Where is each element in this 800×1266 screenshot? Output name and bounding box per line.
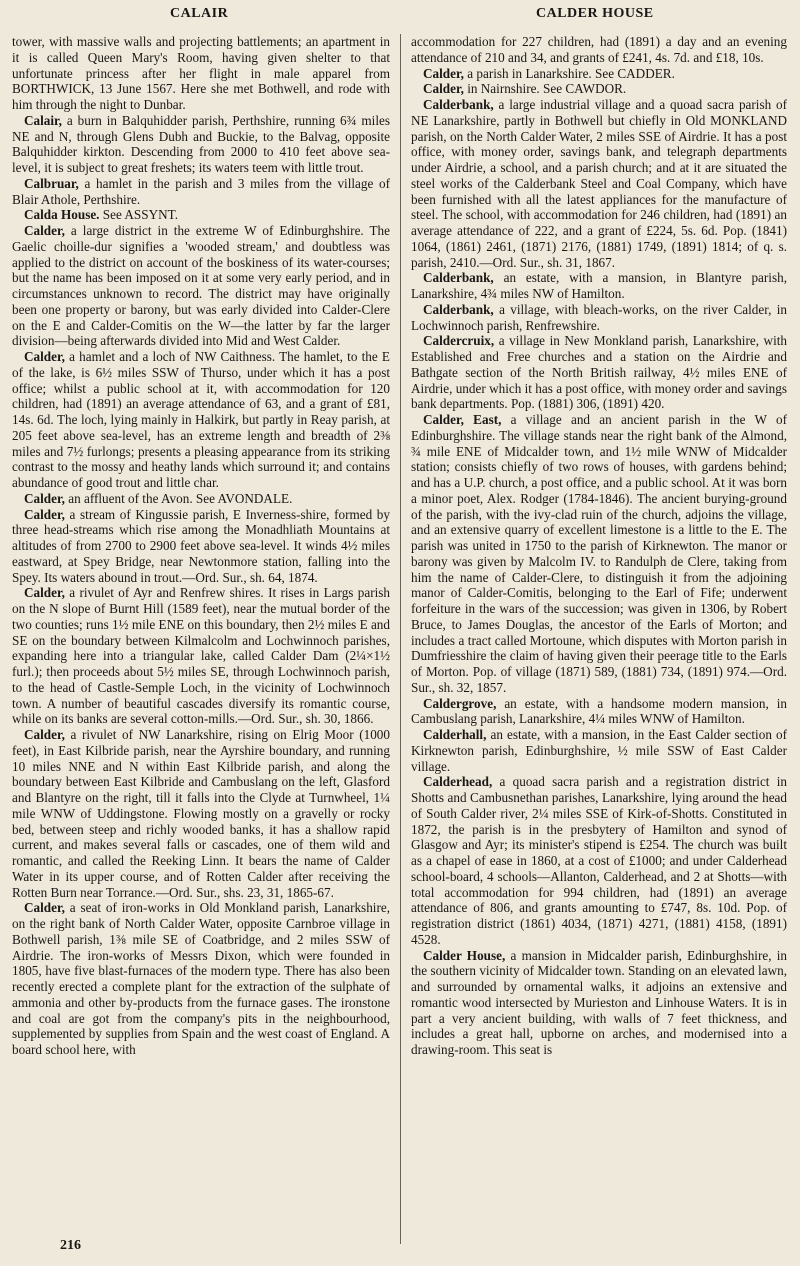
gazetteer-entry — [411, 412, 787, 696]
entry-text: an estate, with a mansion, in the East Calder section of Kirknewton parish, Edinburghshire, ½ mile SSW of East Calder village. — [411, 727, 787, 774]
entry-text: a hamlet in the parish and 3 miles from the village of Blair Athole, Perthshire. — [12, 175, 390, 207]
entry-headword: Calder, — [24, 585, 65, 601]
entry-text: a rivulet of NW Lanarkshire, rising on Elrig Moor (1000 feet), in East Kilbride parish, near the Ayrshire boundary, and running 10 miles NNE and N within East Kilbride parish, and along the boundary between East Kilbride and Cambuslang on the left, Glasford and Blantyre on the right, till it falls into the Clyde at Turnwheel, 1¼ mile WNW of Uddingstone. Flowing mostly on a gravelly or rocky bed, between steep and richly wooded banks, it has a shallow rapid current, and makes several falls or cascades, one of them wild and romantic, and called the Reeking Linn. It bears the name of Calder Water in its upper course, and of Rotten Calder after receiving the Rotten Burn near Torrance.—Ord. Sur., shs. 23, 31, 1865-67. — [12, 727, 390, 900]
gazetteer-entry — [411, 270, 787, 302]
entry-text: a quoad sacra parish and a registration district in Shotts and Cambusnethan parishes, Lanarkshire, lying around the head of South Calder river, 2¼ miles SSE of Kirk-of-Shotts. Constituted in 1872, the parish is in the presbytery of Hamilton and synod of Glasgow and Ayr; its minister's stipend is £254. The church was built as a chapel of ease in 1860, at a cost of £1000; and under Calderhead school-board, 4 schools—Allanton, Calderhead, and 2 at Shotts—with total accommodation for 994 children, had (1891) an average attendance of 806, and grants amounting to £747, 8s. 10d. Pop. of registration district (1861) 4034, (1871) 4271, (1881) 4158, (1891) 4528. — [411, 774, 787, 947]
gazetteer-entry — [12, 349, 390, 491]
entry-headword: Calder, — [24, 223, 65, 238]
entry-text: a burn in Balquhidder parish, Perthshire, running 6¾ miles NE and N, through Glens Dubh and Buckie, to the Balvag, opposite Balquhidder kirkton. Descending from 2000 to 410 feet above sea-level, it is subject to great freshets; its waters teem with little trout. — [12, 112, 390, 175]
entry-headword: Calderbank, — [423, 270, 494, 286]
gazetteer-entry — [411, 66, 787, 82]
entry-headword: Calderbank, — [423, 301, 494, 317]
entry-headword: Calderbank, — [423, 97, 494, 112]
gazetteer-entry — [411, 727, 787, 774]
entry-text: a large industrial village and a quoad sacra parish of NE Lanarkshire, partly in Bothwell but chiefly in Old MONKLAND parish, on the North Calder Water, 2 miles SSE of Airdrie. It has a post office, with money order, savings bank, and telegraph departments under Airdrie, a school, and a parish church; and at it are situated the steel works of the Calderbank Steel and Coal Company, which have been furnished with all the latest appliances for the manufacture of steel. The school, with accommodation for 246 children, had (1891) an average attendance of 222, and a grant of £224, 5s. 6d. Pop. (1841) 1064, (1861) 2461, (1871) 2176, (1881) 1749, (1891) 1814; of q. s. parish, 2410.—Ord. Sur., sh. 31, 1867. — [411, 97, 787, 270]
gazetteer-entry — [12, 585, 390, 727]
gazetteer-entry — [411, 696, 787, 728]
entry-text: a parish in Lanarkshire. See CADDER. — [463, 65, 675, 81]
entry-text: a hamlet and a loch of NW Caithness. The hamlet, to the E of the lake, is 6½ miles SSW of Thurso, under which it has a post office; whilst a public school at it, with accommodation for 120 children, had (1891) an average attendance of 63, and a grant of £81, 14s. 6d. The loch, lying mainly in Halkirk, but partly in Reay parish, at 205 feet above sea-level, has an extreme length and breadth of 2⅜ miles and 7½ furlongs; presents a pleasing appearance from its striking contrast to the mossy and heathy lands which surround it; and contains abundance of good trout and little char. — [12, 349, 390, 490]
gazetteer-entry — [411, 302, 787, 334]
running-header — [0, 6, 800, 26]
gazetteer-entry — [12, 113, 390, 176]
entry-text: a seat of iron-works in Old Monkland parish, Lanarkshire, on the right bank of North Calder Water, opposite Carnbroe village in Bothwell parish, 1⅜ mile SE of Coatbridge, and 2 miles SSW of Airdrie. The iron-works of Messrs Dixon, which were founded in 1805, have five blast-furnaces of the modern type. There has also been recently erected a complete plant for the extraction of the sulphate of ammonia and other by-products from the furnace gases. The ironstone and coal are got from the company's pits in the neighbourhood, supplemented by supplies from Spain and the west coast of England. A board school here, with — [12, 900, 390, 1057]
entry-headword: Calder, — [24, 727, 65, 742]
gazetteer-entry — [12, 207, 390, 223]
entry-headword: Calderhead, — [423, 774, 493, 790]
entry-text: a village, with bleach-works, on the river Calder, in Lochwinnoch parish, Renfrewshire. — [411, 301, 787, 333]
entry-text: accommodation for 227 children, had (1891) a day and an evening attendance of 210 and 34, and grants of £241, 4s. 7d. and £18, 10s. — [411, 34, 787, 65]
entry-headword: Caldergrove, — [423, 695, 497, 711]
gazetteer-entry — [411, 333, 787, 412]
entry-headword: Calder House, — [423, 947, 506, 963]
page-number: 216 — [60, 1238, 81, 1253]
entry-headword: Calder, — [24, 490, 65, 506]
entry-headword: Calderhall, — [423, 727, 487, 742]
gazetteer-entry — [12, 223, 390, 349]
entry-text: See ASSYNT. — [99, 207, 179, 223]
entry-headword: Calder, East, — [423, 412, 502, 427]
left-running-title: CALAIR — [170, 6, 229, 21]
entry-text: a stream of Kingussie parish, E Inverness-shire, formed by three head-streams which rise among the Monadhliath Mountains at altitudes of from 2700 to 2900 feet above sea-level. It winds 4½ miles eastward, at Spey Bridge, near Newtonmore station, falling into the Spey. Its waters abound in trout.—Ord. Sur., sh. 64, 1874. — [12, 506, 390, 585]
entry-headword: Calder, — [24, 506, 65, 522]
entry-headword: Calder, — [24, 349, 65, 364]
entry-headword: Calbruar, — [24, 175, 79, 191]
entry-text: tower, with massive walls and projecting battlements; an apartment in it is called Queen Mary's Room, having given shelter to that unfortunate princess after her flight in male apparel from BORTHWICK, 13 June 1567. Here she met Bothwell, and rode with him through the night to Dunbar. — [12, 34, 390, 112]
entry-headword: Calder, — [24, 900, 65, 916]
entry-headword: Calair, — [24, 112, 62, 128]
entry-text: in Nairnshire. See CAWDOR. — [463, 81, 627, 97]
gazetteer-entry — [12, 34, 390, 113]
entry-text: an estate, with a handsome modern mansion, in Cambuslang parish, Lanarkshire, 4¼ miles WNW of Hamilton. — [411, 695, 787, 727]
gazetteer-entry — [12, 491, 390, 507]
column-divider — [400, 34, 401, 1244]
gazetteer-entry — [411, 97, 787, 270]
entry-headword: Calder, — [423, 81, 464, 97]
entry-text: an affluent of the Avon. See AVONDALE. — [64, 490, 293, 506]
right-column — [411, 34, 787, 1058]
entry-text: a rivulet of Ayr and Renfrew shires. It rises in Largs parish on the N slope of Burnt Hill (1589 feet), near the mutual border of the two counties; runs 1½ mile ENE on this boundary, then 2½ miles E and SE on the boundary between Kilmalcolm and Lochwinnoch parishes, expanding here into a triangular lake, called Calder Dam (2¼×1½ furl.); then proceeds about 5½ miles SE, through Lochwinnoch parish, to the head of Castle-Semple Loch, in the vicinity of Lochwinnoch town. A number of beautiful cascades diversify its romantic course, while on its banks are several cotton-mills.—Ord. Sur., sh. 30, 1866. — [12, 585, 390, 727]
entry-text: a large district in the extreme W of Edinburghshire. The Gaelic choille-dur signifies a 'wooded stream,' and doubtless was applied to the district on account of the boskiness of its water-courses; but the name has been imposed on it at some very early period, and in circumstances unknown to record. The district may have originally been one property or barony, but was early divided into Calder-Clere on the E and Calder-Comitis on the W—the latter by far the larger division—being afterwards divided into Mid and West Calder. — [12, 223, 390, 349]
entry-headword: Calda House. — [24, 207, 100, 223]
gazetteer-entry — [12, 727, 390, 900]
right-running-title: CALDER HOUSE — [536, 6, 654, 21]
gazetteer-entry — [411, 948, 787, 1058]
gazetteer-entry — [411, 774, 787, 947]
entry-text: a village in New Monkland parish, Lanarkshire, with Established and Free churches and a station on the Airdrie and Bathgate section of the North British railway, 4½ miles ENE of Airdrie, under which it has a post office, with money order and savings bank departments. Pop. (1881) 306, (1891) 420. — [411, 333, 787, 412]
entry-headword: Caldercruix, — [423, 333, 495, 349]
gazetteer-entry — [411, 81, 787, 97]
entry-text: a mansion in Midcalder parish, Edinburghshire, in the southern vicinity of Midcalder town. Standing on an elevated lawn, and surrounded by ornamental walks, it adjoins an extensive and romantic wood intersected by Murieston and Linhouse Waters. It is in part a very ancient building, with walls of 7 feet thickness, and includes a great hall, upborne on arches, and modernised into a drawing-room. This seat is — [411, 947, 787, 1057]
entry-text: an estate, with a mansion, in Blantyre parish, Lanarkshire, 4¾ miles NW of Hamilton. — [411, 270, 787, 301]
gazetteer-entry — [12, 176, 390, 208]
gazetteer-entry — [12, 900, 390, 1058]
gazetteer-entry — [12, 507, 390, 586]
entry-headword: Calder, — [423, 65, 464, 81]
entry-text: a village and an ancient parish in the W of Edinburghshire. The village stands near the right bank of the Almond, ¾ mile ENE of Midcalder town, and 1½ mile WNW of Midcalder station; consists chiefly of two rows of houses, with gardens behind; and has a U.P. church, a post office, and a public school. At it was born a minor poet, Alex. Rodger (1784-1846). The ancient burying-ground of the parish, with the ivy-clad ruin of the church, adjoins the village, and an extensive quarry of excellent limestone is a little to the E. The parish was united in 1750 to the parish of Kirknewton. The manor or barony was given by Malcolm IV. to Randulph de Clere, taking from him the name of Calder-Clere, to distinguish it from the adjoining manor of Calder-Comitis, belonging to the Earl of Fife; underwent forfeiture in the wars of the succession; was given in 1306, by Robert Bruce, to James Douglas, the ancestor of the Earls of Morton; and includes a tract called Mortoune, which disputes with Morton parish in Dumfriesshire the claim of having given their peerage title to the Earls of Morton. Pop. of village (1871) 589, (1881) 734, (1891) 974.—Ord. Sur., sh. 32, 1857. — [411, 412, 788, 695]
left-column — [12, 34, 390, 1058]
gazetteer-entry — [411, 34, 787, 66]
